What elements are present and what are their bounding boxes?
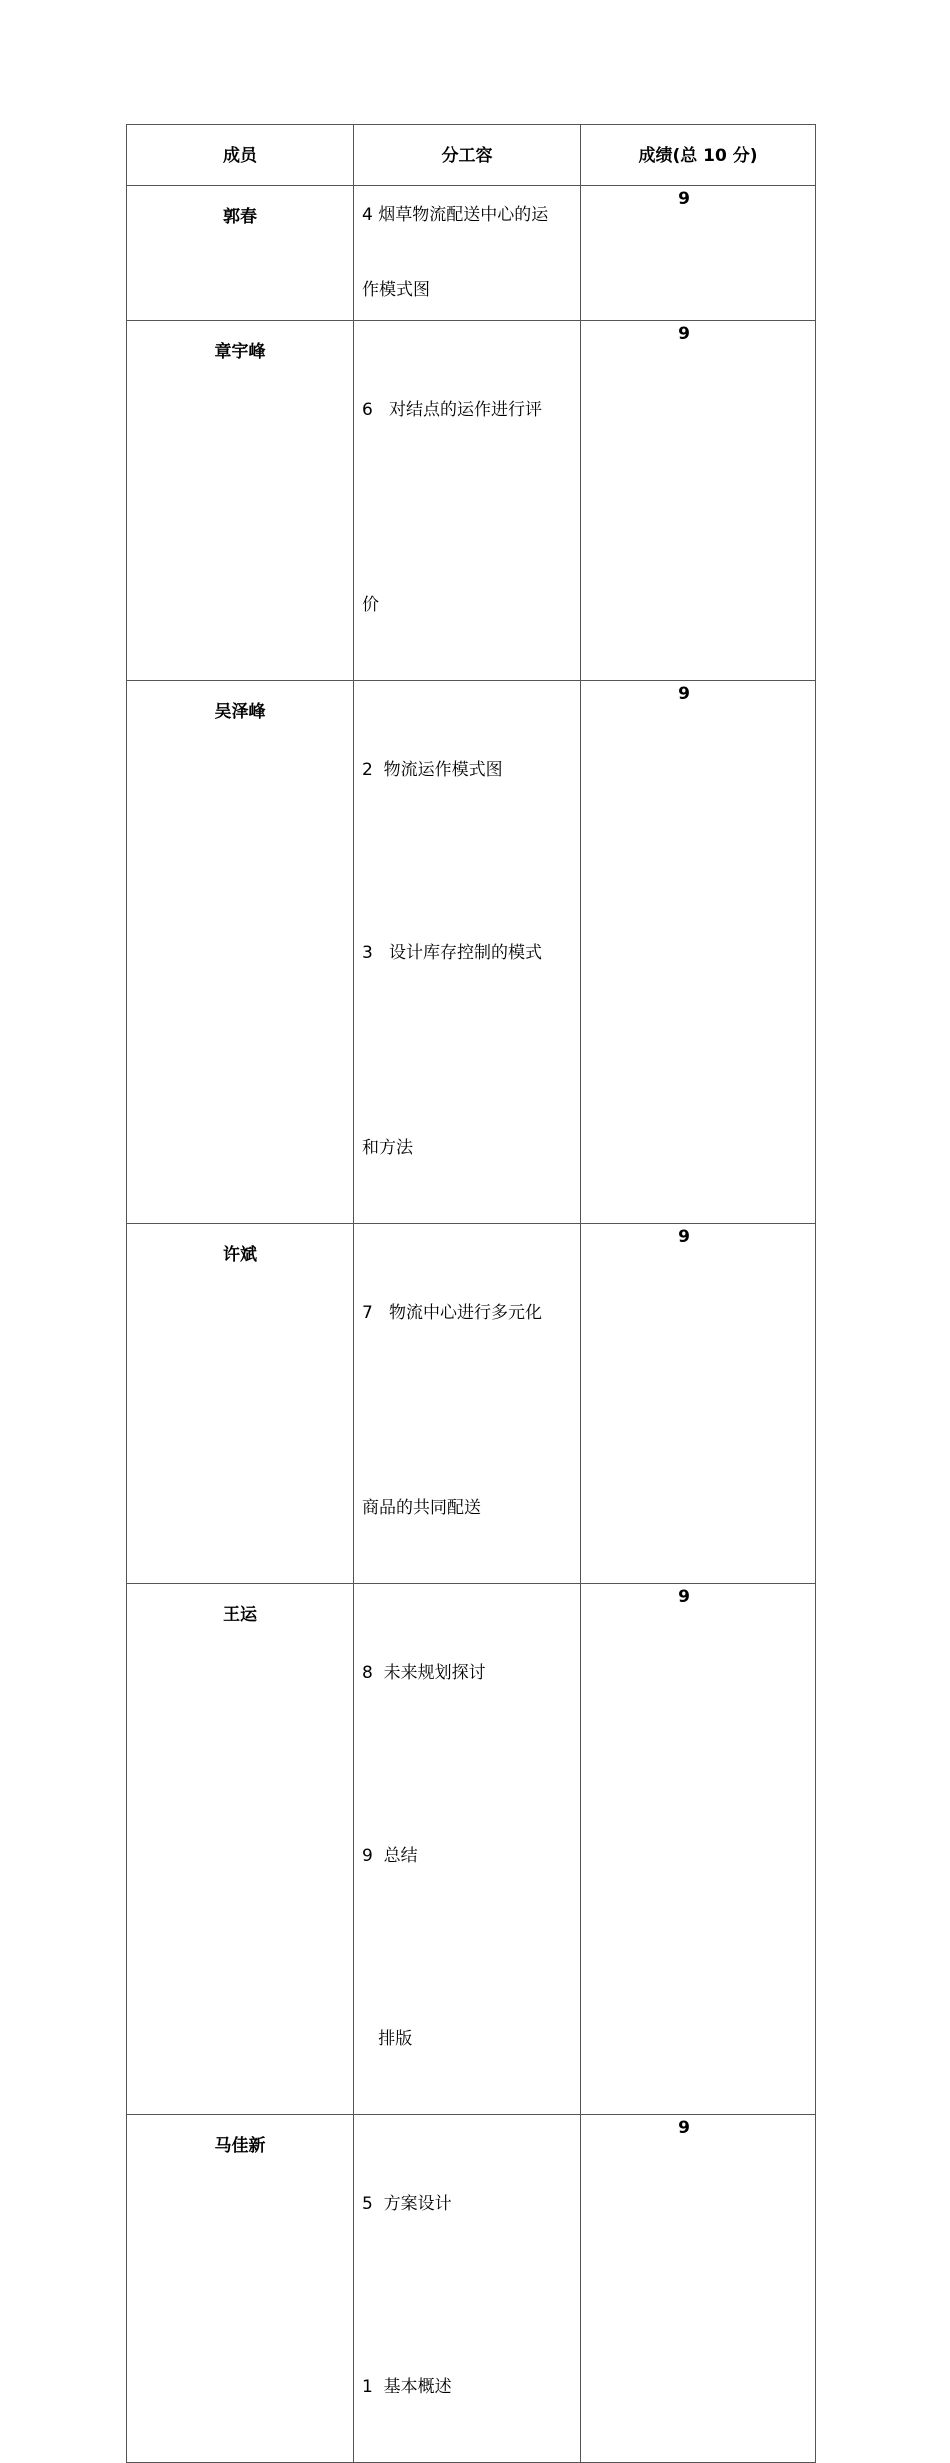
- score-value: 9: [678, 1587, 690, 1607]
- member-name: 吴泽峰: [127, 681, 354, 1224]
- member-task-table: [126, 124, 816, 2463]
- member-name: 王运: [127, 1584, 354, 2115]
- score-cell: [581, 2115, 816, 2463]
- table-row: [127, 186, 816, 321]
- task-line: 作模式图: [362, 280, 430, 300]
- member-name: 马佳新: [127, 2115, 354, 2463]
- member-name: 郭春: [127, 186, 354, 321]
- task-cell: [354, 2115, 581, 2463]
- task-cell: [354, 321, 581, 681]
- task-text: [362, 2129, 580, 2462]
- task-line: 商品的共同配送: [362, 1498, 481, 1518]
- score-value: 9: [678, 189, 690, 209]
- score-value: 9: [678, 2118, 690, 2138]
- task-text: [362, 200, 580, 305]
- score-cell: [581, 681, 816, 1224]
- task-cell: [354, 1224, 581, 1584]
- task-line: 1 基本概述: [362, 2377, 452, 2397]
- table-row: [127, 1584, 816, 2115]
- member-name: 章宇峰: [127, 321, 354, 681]
- header-member: 成员: [127, 125, 354, 186]
- task-text: [362, 1598, 580, 2114]
- score-cell: [581, 1224, 816, 1584]
- score-value: 9: [678, 684, 690, 704]
- score-value: 9: [678, 324, 690, 344]
- task-line: 5 方案设计: [362, 2194, 452, 2214]
- header-row: [127, 125, 816, 186]
- table-row: [127, 321, 816, 681]
- task-cell: [354, 681, 581, 1224]
- member-name: 许斌: [127, 1224, 354, 1584]
- task-line: 6 对结点的运作进行评: [362, 400, 543, 420]
- task-line: 7 物流中心进行多元化: [362, 1303, 543, 1323]
- table-row: [127, 2115, 816, 2463]
- task-line: 价: [362, 595, 379, 615]
- score-cell: [581, 321, 816, 681]
- task-line: 9 总结: [362, 1846, 418, 1866]
- task-text: [362, 335, 580, 680]
- task-text: [362, 1238, 580, 1583]
- header-task: 分工容: [354, 125, 581, 186]
- score-cell: [581, 186, 816, 321]
- header-score: 成绩(总 10 分): [581, 125, 816, 186]
- table-row: [127, 681, 816, 1224]
- task-line: 排版: [362, 2029, 413, 2049]
- task-line: 3 设计库存控制的模式: [362, 943, 543, 963]
- task-cell: [354, 1584, 581, 2115]
- task-line: 2 物流运作模式图: [362, 760, 503, 780]
- task-line: 8 未来规划探讨: [362, 1663, 486, 1683]
- table-row: [127, 1224, 816, 1584]
- task-cell: [354, 186, 581, 321]
- score-cell: [581, 1584, 816, 2115]
- task-text: [362, 695, 580, 1223]
- task-line: 和方法: [362, 1138, 413, 1158]
- score-value: 9: [678, 1227, 690, 1247]
- task-line: 4 烟草物流配送中心的运: [362, 205, 549, 225]
